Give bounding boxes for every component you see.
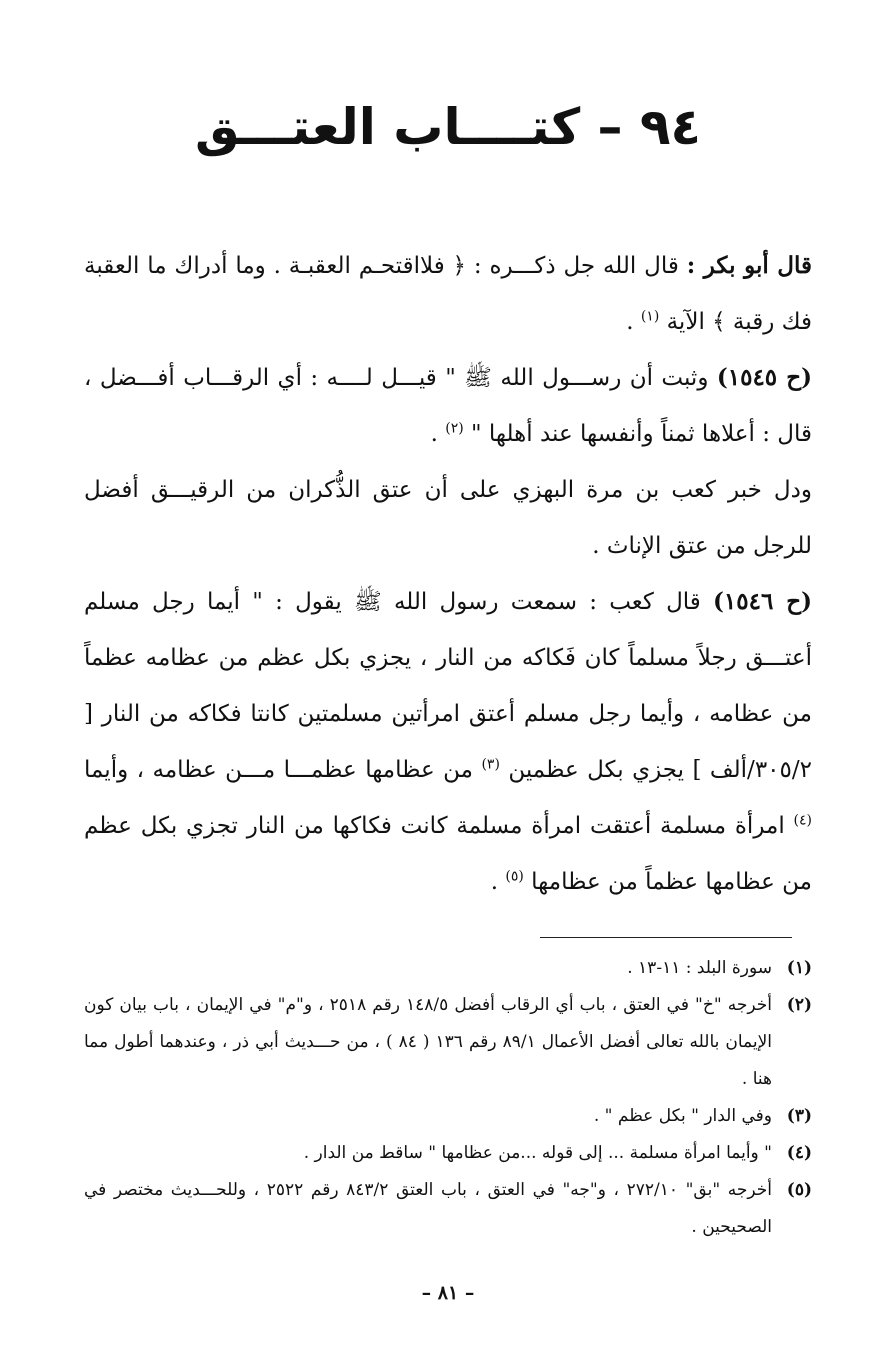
footnote-ref-2[interactable]: (٢): [445, 420, 464, 437]
intro-speaker: قال أبو بكر :: [686, 252, 812, 279]
footnote-number: (٢): [786, 995, 812, 1015]
footnote-5: [84, 1172, 812, 1246]
footnote-text: أخرجه "بق" ٢٧٢/١٠ ، و"جه" في العتق ، باب العتق ٨٤٣/٢ رقم ٢٥٢٢ ، وللحـــديث مختصر في الصحيحين .: [84, 1180, 772, 1237]
hadith-text: قال كعب : سمعت رسول الله ﷺ يقول : " أيما رجل مسلم أعتـــق رجلاً مسلماً كان فَكاكه من النار ، يجزي بكل عظم من عظامه عظماً من عظامه ، وأيما رجل مسلم أعتق امرأتين مسلمتين كانتا فكاكه من النار [ ٣٠٥/٢/ألف ] يجزي بكل عظمين: [84, 589, 812, 783]
hadith-number: (ح ١٥٤٦): [713, 588, 812, 615]
footnote-number: (٣): [786, 1106, 812, 1126]
footnote-divider: [540, 937, 792, 938]
intro-paragraph: [84, 238, 812, 350]
footnotes: [84, 950, 812, 1246]
footnote-text: أخرجه "خ" في العتق ، باب أي الرقاب أفضل ١٤٨/٥ رقم ٢٥١٨ ، و"م" في الإيمان ، باب بيان كون الإيمان بالله تعالى أفضل الأعمال ٨٩/١ رقم ١٣٦ ( ٨٤ ) ، من حـــديث أبي ذر ، وعندهما أطول مما هنا .: [84, 995, 772, 1089]
footnote-number: (١): [786, 958, 812, 978]
footnote-ref-3[interactable]: (٣): [481, 756, 500, 773]
bridge-paragraph: ودل خبر كعب بن مرة البهزي على أن عتق الذُّكران من الرقيـــق أفضل للرجل من عتق الإناث .: [84, 477, 812, 559]
hadith-end: .: [490, 869, 499, 895]
hadith-text: وثبت أن رســـول الله ﷺ " قيـــل لــــه : أي الرقـــاب أفـــضل ، قال : أعلاها ثمناً وأنفسها عند أهلها ": [84, 365, 812, 447]
footnote-ref-5[interactable]: (٥): [505, 868, 524, 885]
footnote-text: وفي الدار " بكل عظم " .: [593, 1106, 772, 1126]
footnote-number: (٤): [786, 1143, 812, 1163]
hadith-text-final: امرأة مسلمة أعتقت امرأة مسلمة كانت فكاكها من النار تجزي بكل عظم من عظامها عظماً من عظامها: [84, 813, 812, 895]
page-number: – ٨١ –: [421, 1282, 475, 1304]
hadith-1545: [84, 350, 812, 462]
footnote-1: [84, 950, 812, 987]
hadith-end: .: [430, 421, 438, 447]
footnote-number: (٥): [786, 1180, 812, 1200]
hadith-text-continued: من عظامها عظمـــا مـــن عظامه ، وأيما: [84, 757, 473, 783]
intro-end: .: [626, 309, 634, 335]
main-text: [84, 238, 812, 910]
footnote-4: [84, 1135, 812, 1172]
footnote-text: سورة البلد : ١١-١٣ .: [627, 958, 772, 978]
hadith-1546: [84, 574, 812, 910]
chapter-title: ٩٤ – كتــــاب العتـــق: [194, 98, 702, 156]
footnote-2: [84, 987, 812, 1098]
footnote-3: [84, 1098, 812, 1135]
intro-text: قال الله جل ذكـــره : ﴿ فلااقتحـم العقبـة . وما أدراك ما العقبة فك رقبة ﴾ الآية: [84, 253, 812, 335]
footnote-ref-4[interactable]: (٤): [793, 812, 812, 829]
footnote-ref-1[interactable]: (١): [640, 308, 660, 325]
hadith-number: (ح ١٥٤٥): [716, 364, 812, 391]
footnote-text: " وأيما امرأة مسلمة ... إلى قوله ...من عظامها " ساقط من الدار .: [303, 1143, 772, 1163]
